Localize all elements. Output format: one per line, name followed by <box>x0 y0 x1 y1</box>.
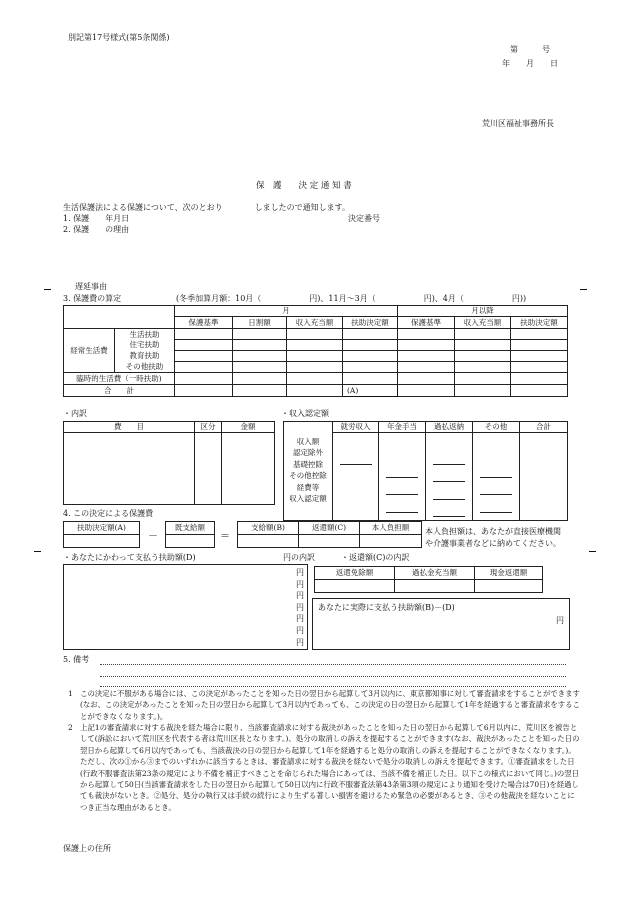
remarks-label: 5. 備考 <box>63 655 90 664</box>
col-header: その他 <box>473 422 520 433</box>
document-number: 第 号 <box>510 45 550 54</box>
mark-a: (A) <box>343 385 398 397</box>
refund-table <box>314 566 543 593</box>
calc-table <box>63 305 568 397</box>
col-header: 就労収入 <box>333 422 379 433</box>
breakdown-table <box>63 421 275 505</box>
col-header: 過払返納 <box>426 422 473 433</box>
payment-label: 支給額(B) <box>238 522 299 535</box>
form-number: 別記第17号様式(第5条関係) <box>68 33 170 42</box>
decision-heading: 4. この決定による保護費 <box>63 509 154 518</box>
yen-unit: 円 <box>296 625 304 635</box>
remarks-line <box>100 686 566 687</box>
office-name: 荒川区福祉事務所長 <box>482 119 554 128</box>
row-label: 認定除外 <box>293 448 323 458</box>
decision-c-table <box>237 521 422 548</box>
row-label: 収入認定額 <box>289 494 327 504</box>
row-label: 経費等 <box>296 482 320 492</box>
note-2: 2 上記1の審査請求に対する裁決を経た場合に限り、当該審査請求に対する裁決があったことを知った日の翌日から起算して6月以内に、荒川区を被告として(訴訟において荒川区を代表する者は荒川区長となります。)、処分の取消しの訴えを提起することができます(なお、裁決があったことを知った日の翌日から起算して6月以内であっても、当該裁決の日の翌日から起算して1年を経過すると処分の取消しの訴えを提起することができなくなります。)。ただし、次の①から③までのいずれかに該当するときは、審査請求に対する裁決を経ないで処分の取消しの訴えを提起できます。①審査請求をした日(行政不服審査法第23条の規定により不備を補正すべきことを命じられた場合にあっては、当該不備を補正した日。以下この様式において同じ。)の翌日から起算して50日(当該審査請求をした日の翌日から起算して50日以内に行政不服審査法第43条第3項の規定により通知を受けた場合は70日)を経過しても裁決がないとき。②処分、処分の執行又は手続の続行により生ずる著しい損害を避けるため緊急の必要があるとき、③その他裁決を経ないことにつき正当な理由があるとき。 <box>68 723 580 812</box>
row-label: その他控除 <box>289 471 327 481</box>
already-paid-label: 既支給額 <box>166 522 215 535</box>
row-label: 収入額 <box>296 436 320 446</box>
income-heading: ・収入認定額 <box>281 409 329 418</box>
proxy-box <box>63 564 308 650</box>
minus-sign: － <box>148 531 158 542</box>
row-label: その他扶助 <box>115 362 175 373</box>
calc-heading: 3. 保護費の算定 <box>63 294 122 303</box>
page-title: 保 護 決 定 通 知 書 <box>256 181 352 191</box>
col-header: 年金手当 <box>379 422 426 433</box>
note-1: 1 この決定に不服がある場合には、この決定があったことを知った日の翌日から起算して3月以内に、東京都知事に対して審査請求をすることができます(なお、この決定があったことを知った日の翌日から起算して3月以内であっても、この決定の日の翌日から起算して1年を経過すると審査請求をすることができなくなります。)。 <box>68 689 580 721</box>
col-header: 収入充当額 <box>287 317 343 329</box>
row-label: 教育扶助 <box>115 351 175 362</box>
col-header: 金額 <box>222 422 275 433</box>
actual-payment-label: あなたに実際に支払う扶助額(B)－(D) <box>318 603 455 612</box>
margin-mark <box>589 551 596 552</box>
col-header: 扶助決定額 <box>343 317 398 329</box>
intro-item2: 2. 保護 の理由 <box>63 225 130 234</box>
refund-heading: ・返還額(C)の内訳 <box>341 553 410 562</box>
col-header: 現金返還額 <box>475 567 543 580</box>
self-pay-note: 本人負担額は、あなたが直接医療機関 や介護事業者などに納めてください。 <box>425 527 561 548</box>
yen-unit: 円 <box>296 637 304 647</box>
total-label: 合 計 <box>64 385 175 397</box>
month-after-header: 月以降 <box>398 306 568 317</box>
breakdown-label: 円の内訳 <box>283 553 315 562</box>
margin-mark <box>580 289 587 290</box>
col-header: 扶助決定額 <box>511 317 568 329</box>
yen-unit: 円 <box>296 579 304 589</box>
equals-sign: ＝ <box>220 531 230 542</box>
decision-number-label: 決定番号 <box>348 214 380 223</box>
document-date: 年 月 日 <box>502 59 558 68</box>
month-header: 月 <box>175 306 398 317</box>
col-header: 過払金充当額 <box>395 567 475 580</box>
intro-text: 生活保護法による保護について、次のとおり しましたので通知します。 <box>63 203 351 212</box>
self-pay-label: 本人負担額 <box>360 522 422 535</box>
delay-reason-label: 遅延事由 <box>75 282 107 291</box>
decision-a-table <box>63 521 140 548</box>
aid-decision-label: 扶助決定額(A) <box>64 522 140 535</box>
col-header: 日割額 <box>233 317 287 329</box>
row-label: 生活扶助 <box>115 329 175 340</box>
corner-cell <box>64 306 175 329</box>
proxy-heading: ・あなたにかわって支払う扶助額(D) <box>63 553 196 562</box>
yen-column <box>296 567 308 648</box>
income-row-labels <box>284 433 333 521</box>
row-label: 基礎控除 <box>293 459 323 469</box>
temporary-label: 臨時的生活費（一時扶助) <box>64 373 175 385</box>
remarks-line <box>100 676 566 677</box>
col-header: 保護基準 <box>175 317 233 329</box>
income-table <box>283 421 568 521</box>
margin-mark <box>34 551 41 552</box>
col-header: 区分 <box>195 422 222 433</box>
breakdown-heading: ・内訳 <box>63 409 87 418</box>
row-label: 住宅扶助 <box>115 340 175 351</box>
yen-unit: 円 <box>296 568 304 577</box>
decision-b-table <box>165 521 215 548</box>
regular-label: 経常生活費 <box>64 329 115 373</box>
winter-addition: (冬季加算月額：10月（ 円)、11月～3月（ 円)、4月（ 円)) <box>176 294 527 303</box>
col-header: 費 目 <box>64 422 195 433</box>
yen-unit: 円 <box>296 591 304 601</box>
intro-item1: 1. 保護 年月日 <box>63 214 130 223</box>
margin-mark <box>44 289 51 290</box>
yen-unit: 円 <box>296 602 304 612</box>
refund-label: 返還額(C) <box>299 522 360 535</box>
col-header: 返還免除額 <box>315 567 395 580</box>
address-label: 保護上の住所 <box>63 844 111 853</box>
remarks-line <box>100 664 566 665</box>
yen-unit: 円 <box>296 614 304 624</box>
actual-payment-yen: 円 <box>556 616 564 625</box>
col-header: 保護基準 <box>398 317 455 329</box>
col-header: 合計 <box>520 422 568 433</box>
col-header: 収入充当額 <box>455 317 511 329</box>
